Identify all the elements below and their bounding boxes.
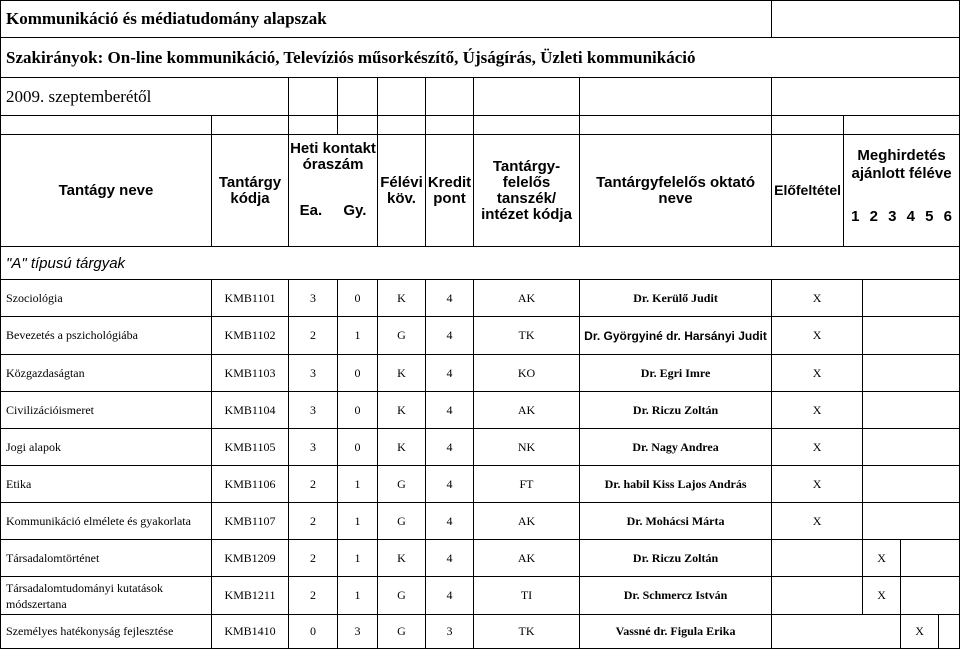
course-dept: TI xyxy=(474,577,580,615)
lecture-label: Ea. xyxy=(299,202,323,219)
empty-cell xyxy=(338,78,378,116)
course-name: Bevezetés a pszichológiába xyxy=(1,317,212,355)
course-dept: NK xyxy=(474,429,580,466)
course-req: K xyxy=(378,355,426,392)
course-code: KMB1104 xyxy=(212,392,289,429)
empty-cell xyxy=(474,78,580,116)
course-mark: X xyxy=(772,317,863,355)
course-instructor: Dr. Nagy Andrea xyxy=(580,429,772,466)
course-credit: 4 xyxy=(426,466,474,503)
course-instructor: Dr. Riczu Zoltán xyxy=(580,392,772,429)
course-req: G xyxy=(378,503,426,540)
empty-cell xyxy=(474,116,580,135)
course-gy: 1 xyxy=(338,540,378,577)
course-dept: TK xyxy=(474,615,580,649)
empty-cell xyxy=(863,466,960,503)
course-credit: 4 xyxy=(426,280,474,317)
table-row xyxy=(1,355,960,392)
course-ea: 2 xyxy=(289,503,338,540)
empty-cell xyxy=(863,392,960,429)
empty-cell xyxy=(772,615,901,649)
course-credit: 4 xyxy=(426,317,474,355)
empty-cell xyxy=(772,1,960,38)
course-ea: 3 xyxy=(289,355,338,392)
course-mark: X xyxy=(863,540,901,577)
course-name: Szociológia xyxy=(1,280,212,317)
course-dept: AK xyxy=(474,503,580,540)
course-mark: X xyxy=(772,280,863,317)
semester-5: 5 xyxy=(925,208,934,225)
table-row xyxy=(1,466,960,503)
course-code: KMB1209 xyxy=(212,540,289,577)
course-ea: 2 xyxy=(289,317,338,355)
table-row xyxy=(1,540,960,577)
course-req: K xyxy=(378,540,426,577)
course-mark: X xyxy=(863,577,901,615)
course-gy: 0 xyxy=(338,355,378,392)
course-dept: AK xyxy=(474,540,580,577)
program-title: Kommunikáció és médiatudomány alapszak xyxy=(1,1,772,38)
empty-cell xyxy=(426,78,474,116)
course-credit: 4 xyxy=(426,355,474,392)
course-name: Etika xyxy=(1,466,212,503)
course-mark: X xyxy=(772,392,863,429)
table-row xyxy=(1,577,960,615)
empty-cell xyxy=(772,577,863,615)
specializations: Szakirányok: On-line kommunikáció, Televíziós műsorkészítő, Újságírás, Üzleti kommunikáció xyxy=(1,38,960,78)
header-dept: Tantárgy-felelős tanszék/ intézet kódja xyxy=(474,135,580,247)
header-credit: Kredit pont xyxy=(426,135,474,247)
course-instructor: Dr. Kerülő Judit xyxy=(580,280,772,317)
course-mark: X xyxy=(772,503,863,540)
course-name: Jogi alapok xyxy=(1,429,212,466)
course-code: KMB1103 xyxy=(212,355,289,392)
course-instructor: Dr. Riczu Zoltán xyxy=(580,540,772,577)
empty-cell xyxy=(863,429,960,466)
semester-6: 6 xyxy=(943,208,952,225)
course-dept: KO xyxy=(474,355,580,392)
empty-cell xyxy=(863,503,960,540)
semester-2: 2 xyxy=(869,208,878,225)
header-subject-name: Tantágy neve xyxy=(1,135,212,247)
course-code: KMB1107 xyxy=(212,503,289,540)
course-dept: FT xyxy=(474,466,580,503)
course-gy: 1 xyxy=(338,577,378,615)
course-code: KMB1211 xyxy=(212,577,289,615)
empty-cell xyxy=(289,116,338,135)
section-title: "A" típusú tárgyak xyxy=(1,247,960,280)
empty-cell xyxy=(338,116,378,135)
offered-label: Meghirdetés ajánlott féléve xyxy=(851,147,952,182)
course-req: G xyxy=(378,615,426,649)
semester-numbers xyxy=(844,207,959,226)
table-row xyxy=(1,615,960,649)
course-instructor: Vassné dr. Figula Erika xyxy=(580,615,772,649)
empty-cell xyxy=(426,116,474,135)
course-ea: 3 xyxy=(289,392,338,429)
course-dept: TK xyxy=(474,317,580,355)
empty-cell xyxy=(772,540,863,577)
empty-cell xyxy=(863,280,960,317)
table-row xyxy=(1,429,960,466)
semester-3: 3 xyxy=(888,208,897,225)
empty-cell xyxy=(580,116,772,135)
semester-1: 1 xyxy=(851,208,860,225)
course-instructor: Dr. Egri Imre xyxy=(580,355,772,392)
header-instructor: Tantárgyfelelős oktató neve xyxy=(580,135,772,247)
semester-4: 4 xyxy=(906,208,915,225)
course-req: K xyxy=(378,392,426,429)
course-req: G xyxy=(378,466,426,503)
course-ea: 2 xyxy=(289,466,338,503)
course-name: Társadalomtörténet xyxy=(1,540,212,577)
empty-cell xyxy=(939,615,960,649)
course-instructor: Dr. Györgyiné dr. Harsányi Judit xyxy=(580,317,772,355)
header-prereq: Előfeltétel xyxy=(772,135,844,247)
start-date: 2009. szeptemberétől xyxy=(1,78,289,116)
course-instructor: Dr. habil Kiss Lajos András xyxy=(580,466,772,503)
course-code: KMB1101 xyxy=(212,280,289,317)
practice-label: Gy. xyxy=(343,202,367,219)
course-ea: 3 xyxy=(289,280,338,317)
course-dept: AK xyxy=(474,280,580,317)
empty-cell xyxy=(289,78,338,116)
header-weekly-hours xyxy=(289,135,378,247)
empty-cell xyxy=(212,116,289,135)
course-name: Civilizációismeret xyxy=(1,392,212,429)
empty-cell xyxy=(1,116,212,135)
empty-cell xyxy=(844,116,960,135)
empty-cell xyxy=(378,116,426,135)
course-code: KMB1102 xyxy=(212,317,289,355)
weekly-hours-label: Heti kontakt óraszám xyxy=(290,140,376,173)
table-row xyxy=(1,280,960,317)
course-gy: 1 xyxy=(338,466,378,503)
empty-cell xyxy=(863,317,960,355)
course-mark: X xyxy=(772,466,863,503)
course-credit: 4 xyxy=(426,503,474,540)
course-mark: X xyxy=(772,355,863,392)
empty-cell xyxy=(772,116,844,135)
course-req: G xyxy=(378,577,426,615)
course-gy: 0 xyxy=(338,392,378,429)
empty-cell xyxy=(772,78,960,116)
header-subject-code: Tantárgy kódja xyxy=(212,135,289,247)
course-credit: 4 xyxy=(426,540,474,577)
course-ea: 2 xyxy=(289,577,338,615)
course-credit: 4 xyxy=(426,577,474,615)
course-ea: 0 xyxy=(289,615,338,649)
course-credit: 4 xyxy=(426,429,474,466)
course-ea: 2 xyxy=(289,540,338,577)
course-gy: 1 xyxy=(338,317,378,355)
course-name: Kommunikáció elmélete és gyakorlata xyxy=(1,503,212,540)
table-row xyxy=(1,503,960,540)
course-req: G xyxy=(378,317,426,355)
table-row xyxy=(1,317,960,355)
course-ea: 3 xyxy=(289,429,338,466)
course-name: Személyes hatékonyság fejlesztése xyxy=(1,615,212,649)
course-name: Társadalomtudományi kutatások módszertana xyxy=(1,577,212,615)
empty-cell xyxy=(901,577,960,615)
header-semester-req: Félévi köv. xyxy=(378,135,426,247)
course-code: KMB1410 xyxy=(212,615,289,649)
empty-cell xyxy=(378,78,426,116)
course-gy: 0 xyxy=(338,429,378,466)
course-dept: AK xyxy=(474,392,580,429)
course-name: Közgazdaságtan xyxy=(1,355,212,392)
course-req: K xyxy=(378,429,426,466)
course-gy: 3 xyxy=(338,615,378,649)
course-instructor: Dr. Mohácsi Márta xyxy=(580,503,772,540)
table-row xyxy=(1,392,960,429)
course-gy: 0 xyxy=(338,280,378,317)
header-offered xyxy=(844,135,960,247)
course-code: KMB1106 xyxy=(212,466,289,503)
empty-cell xyxy=(863,355,960,392)
course-req: K xyxy=(378,280,426,317)
course-credit: 4 xyxy=(426,392,474,429)
course-code: KMB1105 xyxy=(212,429,289,466)
hours-split xyxy=(289,201,377,220)
course-credit: 3 xyxy=(426,615,474,649)
course-mark: X xyxy=(901,615,939,649)
empty-cell xyxy=(580,78,772,116)
course-mark: X xyxy=(772,429,863,466)
course-gy: 1 xyxy=(338,503,378,540)
empty-cell xyxy=(901,540,960,577)
course-instructor: Dr. Schmercz István xyxy=(580,577,772,615)
